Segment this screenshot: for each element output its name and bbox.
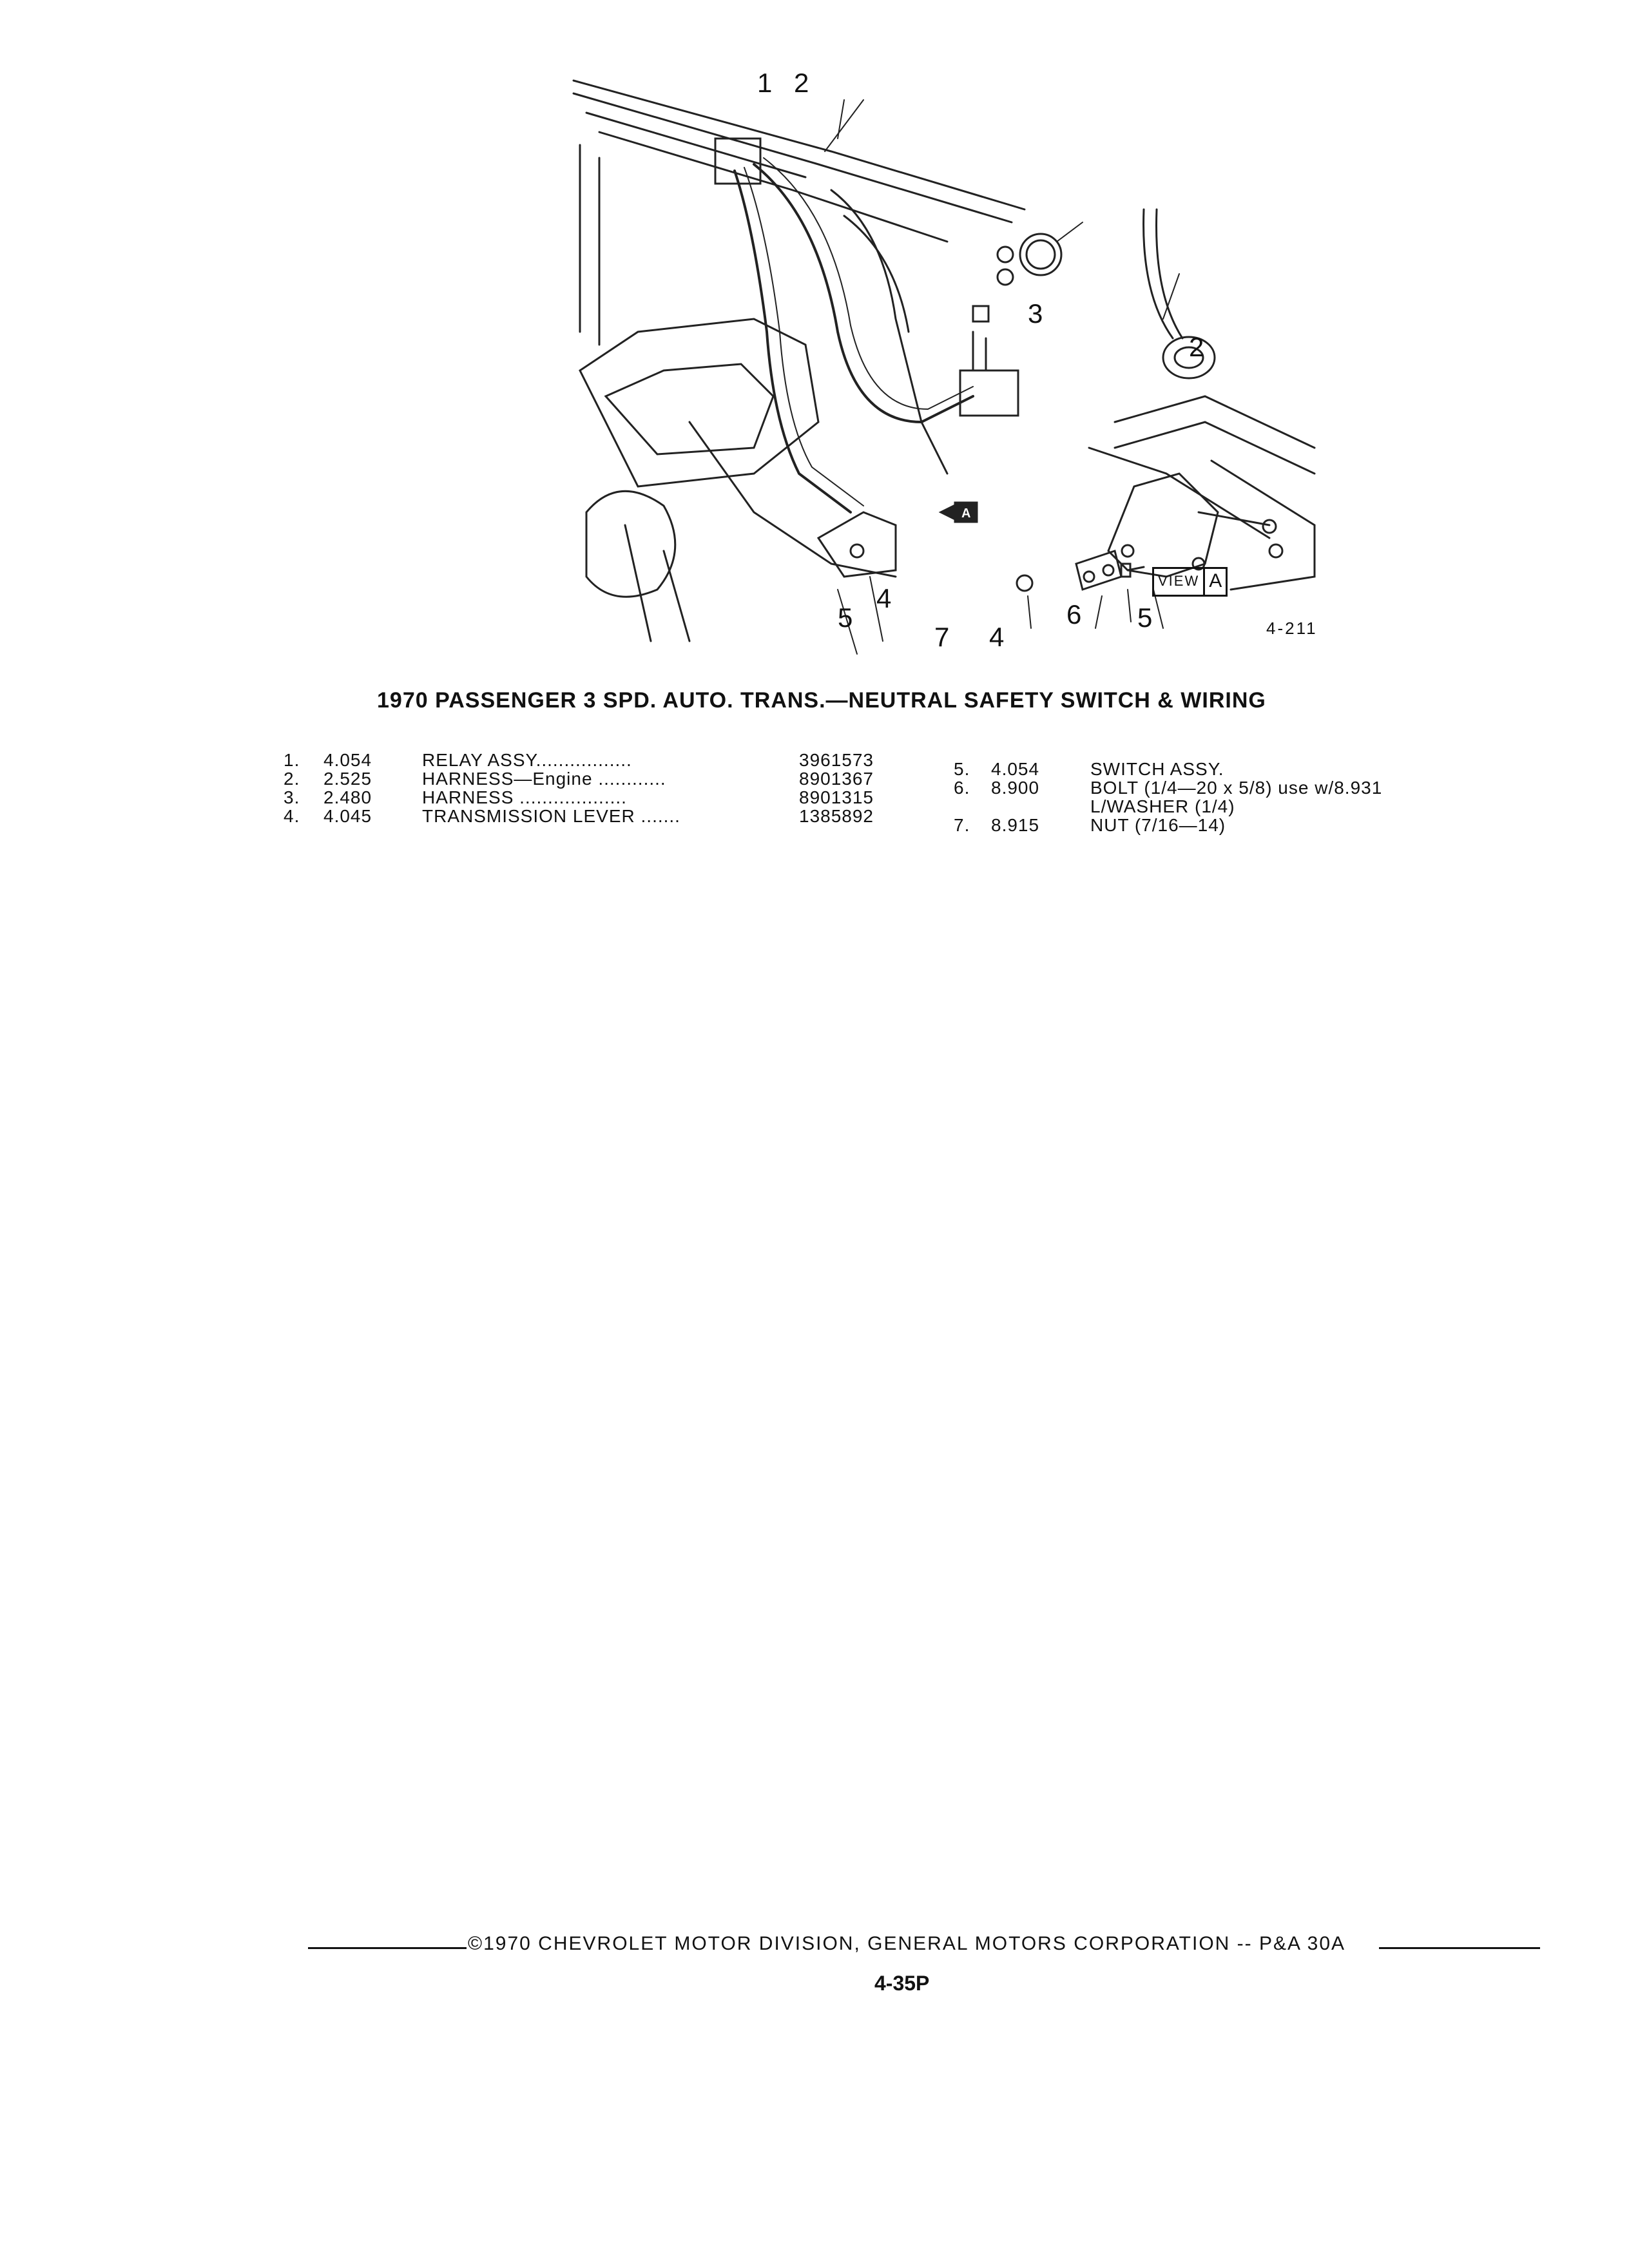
callout-7: 7	[934, 622, 950, 652]
footer-rule-right	[1379, 1947, 1540, 1949]
callout-5-right: 5	[1137, 602, 1153, 633]
callout-1: 1	[757, 68, 773, 98]
figure-code: 4-211	[1266, 619, 1318, 638]
callout-2-right: 2	[1189, 332, 1204, 362]
view-letter: A	[1209, 570, 1222, 591]
arrow-a-letter: A	[961, 506, 971, 521]
view-a-label	[1152, 567, 1228, 597]
callout-4-left: 4	[876, 583, 892, 613]
callout-2: 2	[794, 68, 809, 98]
page-number: 4-35P	[874, 1972, 930, 1995]
callout-3: 3	[1028, 298, 1043, 329]
callout-6: 6	[1066, 599, 1082, 629]
view-label: VIEW	[1154, 569, 1205, 595]
footer-copyright: ©1970 CHEVROLET MOTOR DIVISION, GENERAL MOTORS CORPORATION -- P&A 30A	[468, 1933, 1346, 1954]
page-title: 1970 PASSENGER 3 SPD. AUTO. TRANS.—NEUTRAL SAFETY SWITCH & WIRING	[377, 688, 1266, 713]
callout-4-right: 4	[989, 622, 1005, 652]
callout-5-left: 5	[838, 602, 853, 633]
footer-rule-left	[308, 1947, 467, 1949]
